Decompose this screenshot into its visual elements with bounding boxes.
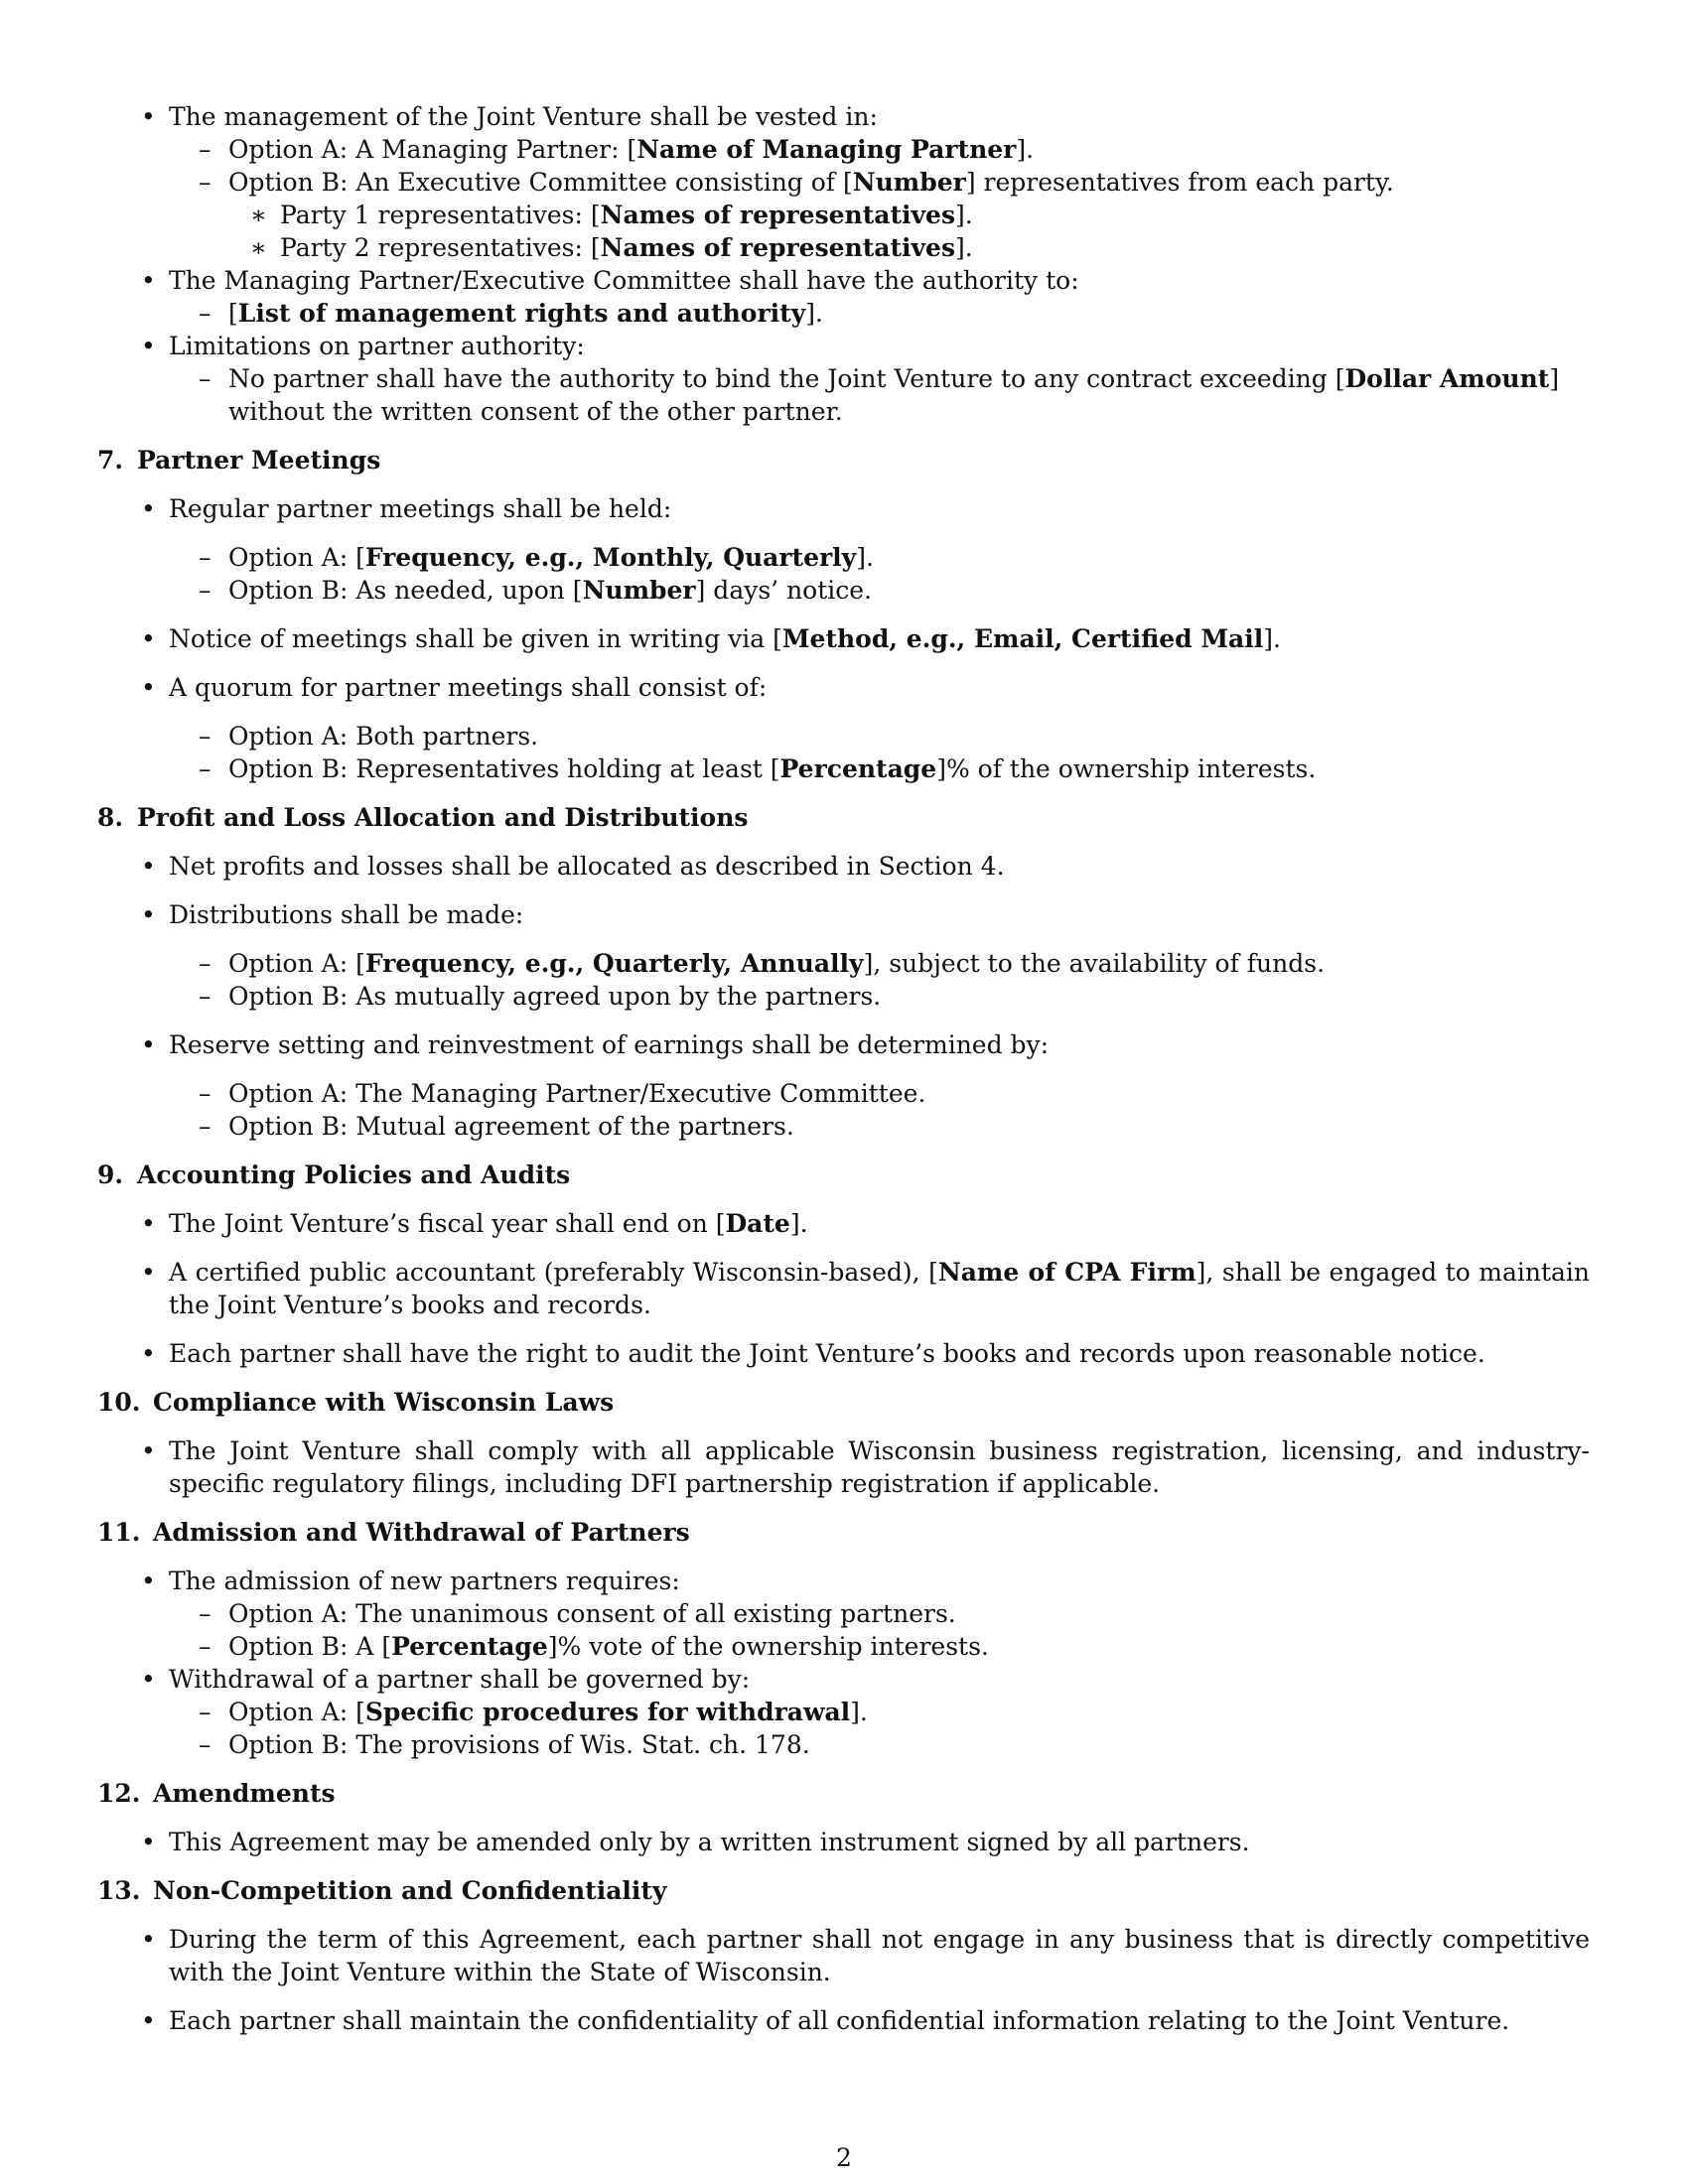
compliance-list [97, 1434, 1590, 1500]
section-title: Partner Meetings [137, 446, 381, 475]
list-item: – Option B: As mutually agreed upon by the partners. [228, 980, 1590, 1013]
section-heading-accounting [97, 1159, 1590, 1191]
management-list [97, 100, 1590, 428]
page-number: 2 [836, 2143, 852, 2172]
item-text: [ [228, 299, 238, 328]
list-item [228, 133, 1590, 166]
sub-list [169, 133, 1590, 264]
placeholder-field: Date [725, 1209, 790, 1238]
item-text: Party 2 representatives: [ [280, 233, 601, 262]
placeholder-field: Number [852, 168, 966, 197]
document-body [97, 100, 1590, 2037]
section-heading-amendments [97, 1777, 1590, 1810]
section-heading-compliance [97, 1386, 1590, 1419]
item-text: Limitations on partner authority: [169, 332, 585, 360]
list-item: • During the term of this Agreement, each partner shall not engage in any business that is directly competitive with the Joint Venture within the State of Wisconsin. [169, 1923, 1590, 1988]
item-text: ]. [1263, 624, 1281, 653]
list-item [280, 199, 1590, 231]
item-text: ]% vote of the ownership interests. [547, 1632, 989, 1661]
section-heading-non-competition [97, 1874, 1590, 1907]
item-text: ]. [955, 233, 973, 262]
item-text: The management of the Joint Venture shall be vested in: [169, 102, 878, 131]
placeholder-field: Method, e.g., Email, Certified Mail [781, 624, 1264, 653]
list-item [228, 1696, 1590, 1728]
placeholder-field: Dollar Amount [1344, 364, 1550, 393]
section-title: Accounting Policies and Audits [137, 1160, 571, 1189]
item-text: The Managing Partner/Executive Committee shall have the authority to: [169, 266, 1079, 295]
item-text: ]. [955, 201, 973, 229]
placeholder-field: Percentage [391, 1632, 548, 1661]
list-item: • Each partner shall have the right to audit the Joint Venture’s books and records upon reasonable notice. [169, 1337, 1590, 1370]
placeholder-field: Number [582, 576, 696, 605]
list-item [228, 297, 1590, 330]
item-text: Withdrawal of a partner shall be governed by: [169, 1665, 751, 1694]
list-item [169, 622, 1590, 655]
item-text: ]. [850, 1698, 868, 1726]
section-title: Compliance with Wisconsin Laws [153, 1388, 615, 1417]
item-text: No partner shall have the authority to bind the Joint Venture to any contract exceeding [ [228, 364, 1345, 393]
list-item: – Option B: Mutual agreement of the partners. [228, 1110, 1590, 1143]
section-title: Non-Competition and Confidentiality [153, 1876, 667, 1905]
item-text: ]. [805, 299, 823, 328]
list-item [228, 166, 1590, 264]
sub-list [169, 720, 1590, 785]
list-item [228, 1630, 1590, 1663]
item-text: A quorum for partner meetings shall consist of: [169, 673, 768, 702]
list-item [169, 671, 1590, 785]
item-text: Option B: A [ [228, 1632, 392, 1661]
admission-withdrawal-list [97, 1565, 1590, 1761]
list-item [169, 264, 1590, 330]
placeholder-field: Name of CPA Firm [937, 1258, 1196, 1287]
item-text: The Joint Venture’s fiscal year shall end on [ [169, 1209, 726, 1238]
item-text: Option B: As needed, upon [ [228, 576, 583, 605]
list-item: – Option B: The provisions of Wis. Stat. ch. 178. [228, 1728, 1590, 1761]
list-item: • The Joint Venture shall comply with all applicable Wisconsin business registration, licensing, and industry-specific regulatory filings, including DFI partnership registration if applicable. [169, 1434, 1590, 1500]
list-item: • Each partner shall maintain the confidentiality of all confidential information relating to the Joint Venture. [169, 2004, 1590, 2037]
amendments-list [97, 1826, 1590, 1858]
item-text: Regular partner meetings shall be held: [169, 494, 672, 523]
list-item [169, 1565, 1590, 1663]
sub-list [169, 1696, 1590, 1761]
list-item [169, 898, 1590, 1013]
list-item [169, 1256, 1590, 1321]
list-item [228, 752, 1590, 785]
item-text: Option A: [ [228, 949, 365, 978]
item-text: The admission of new partners requires: [169, 1567, 680, 1595]
section-title: Admission and Withdrawal of Partners [153, 1518, 690, 1547]
placeholder-field: Names of representatives [600, 233, 956, 262]
item-text: Option B: An Executive Committee consisting of [ [228, 168, 853, 197]
section-number: 10. [97, 1388, 141, 1417]
accounting-list [97, 1207, 1590, 1370]
item-text: ]. [856, 543, 874, 572]
section-title: Amendments [153, 1779, 336, 1808]
section-number: 9. [97, 1160, 124, 1189]
section-heading-profit-loss [97, 801, 1590, 834]
item-text: Option A: A Managing Partner: [ [228, 135, 637, 164]
section-number: 8. [97, 803, 124, 832]
item-text: Distributions shall be made: [169, 900, 524, 929]
sub-list [169, 1077, 1590, 1143]
placeholder-field: Specific procedures for withdrawal [364, 1698, 851, 1726]
sub-list [169, 362, 1590, 428]
item-text: Option A: [ [228, 543, 365, 572]
list-item [228, 362, 1590, 428]
placeholder-field: Frequency, e.g., Quarterly, Annually [364, 949, 864, 978]
list-item [169, 100, 1590, 264]
item-text: ]. [789, 1209, 808, 1238]
list-item: – Option A: Both partners. [228, 720, 1590, 752]
item-text: ] representatives from each party. [965, 168, 1394, 197]
section-number: 12. [97, 1779, 141, 1808]
section-heading-partner-meetings [97, 444, 1590, 477]
placeholder-field: Frequency, e.g., Monthly, Quarterly [364, 543, 857, 572]
sub-list [169, 297, 1590, 330]
section-title: Profit and Loss Allocation and Distributions [137, 803, 749, 832]
item-text: ], shall be engaged to maintain the Joint Venture’s books and records. [169, 1258, 1591, 1319]
sub-list [169, 541, 1590, 607]
item-text: A certified public accountant (preferably Wisconsin-based), [ [169, 1258, 938, 1287]
item-text: ]. [1016, 135, 1035, 164]
item-text: ], subject to the availability of funds. [863, 949, 1326, 978]
placeholder-field: Percentage [779, 754, 937, 783]
list-item: • This Agreement may be amended only by a written instrument signed by all partners. [169, 1826, 1590, 1858]
list-item: • Net profits and losses shall be allocated as described in Section 4. [169, 850, 1590, 883]
section-number: 13. [97, 1876, 141, 1905]
placeholder-field: Names of representatives [600, 201, 956, 229]
list-item [228, 947, 1590, 980]
item-text: Notice of meetings shall be given in writing via [ [169, 624, 782, 653]
item-text: Party 1 representatives: [ [280, 201, 601, 229]
section-heading-admission-withdrawal [97, 1516, 1590, 1549]
list-item: – Option A: The Managing Partner/Executive Committee. [228, 1077, 1590, 1110]
partner-meetings-list [97, 492, 1590, 785]
list-item [280, 231, 1590, 264]
list-item [169, 1207, 1590, 1240]
list-item [228, 574, 1590, 607]
item-text: ] without the written consent of the other partner. [228, 364, 1560, 426]
placeholder-field: Name of Managing Partner [636, 135, 1017, 164]
non-competition-list [97, 1923, 1590, 2037]
list-item [228, 541, 1590, 574]
profit-loss-list [97, 850, 1590, 1143]
section-number: 11. [97, 1518, 141, 1547]
sub-sub-list [228, 199, 1590, 264]
list-item [169, 492, 1590, 607]
list-item [169, 1663, 1590, 1761]
item-text: ]% of the ownership interests. [936, 754, 1317, 783]
list-item: – Option A: The unanimous consent of all existing partners. [228, 1597, 1590, 1630]
sub-list [169, 947, 1590, 1013]
section-number: 7. [97, 446, 124, 475]
item-text: ] days’ notice. [695, 576, 873, 605]
item-text: Option B: Representatives holding at least [ [228, 754, 780, 783]
item-text: Reserve setting and reinvestment of earnings shall be determined by: [169, 1030, 1050, 1059]
list-item [169, 330, 1590, 428]
placeholder-field: List of management rights and authority [237, 299, 806, 328]
list-item [169, 1028, 1590, 1143]
sub-list [169, 1597, 1590, 1663]
item-text: Option A: [ [228, 1698, 365, 1726]
